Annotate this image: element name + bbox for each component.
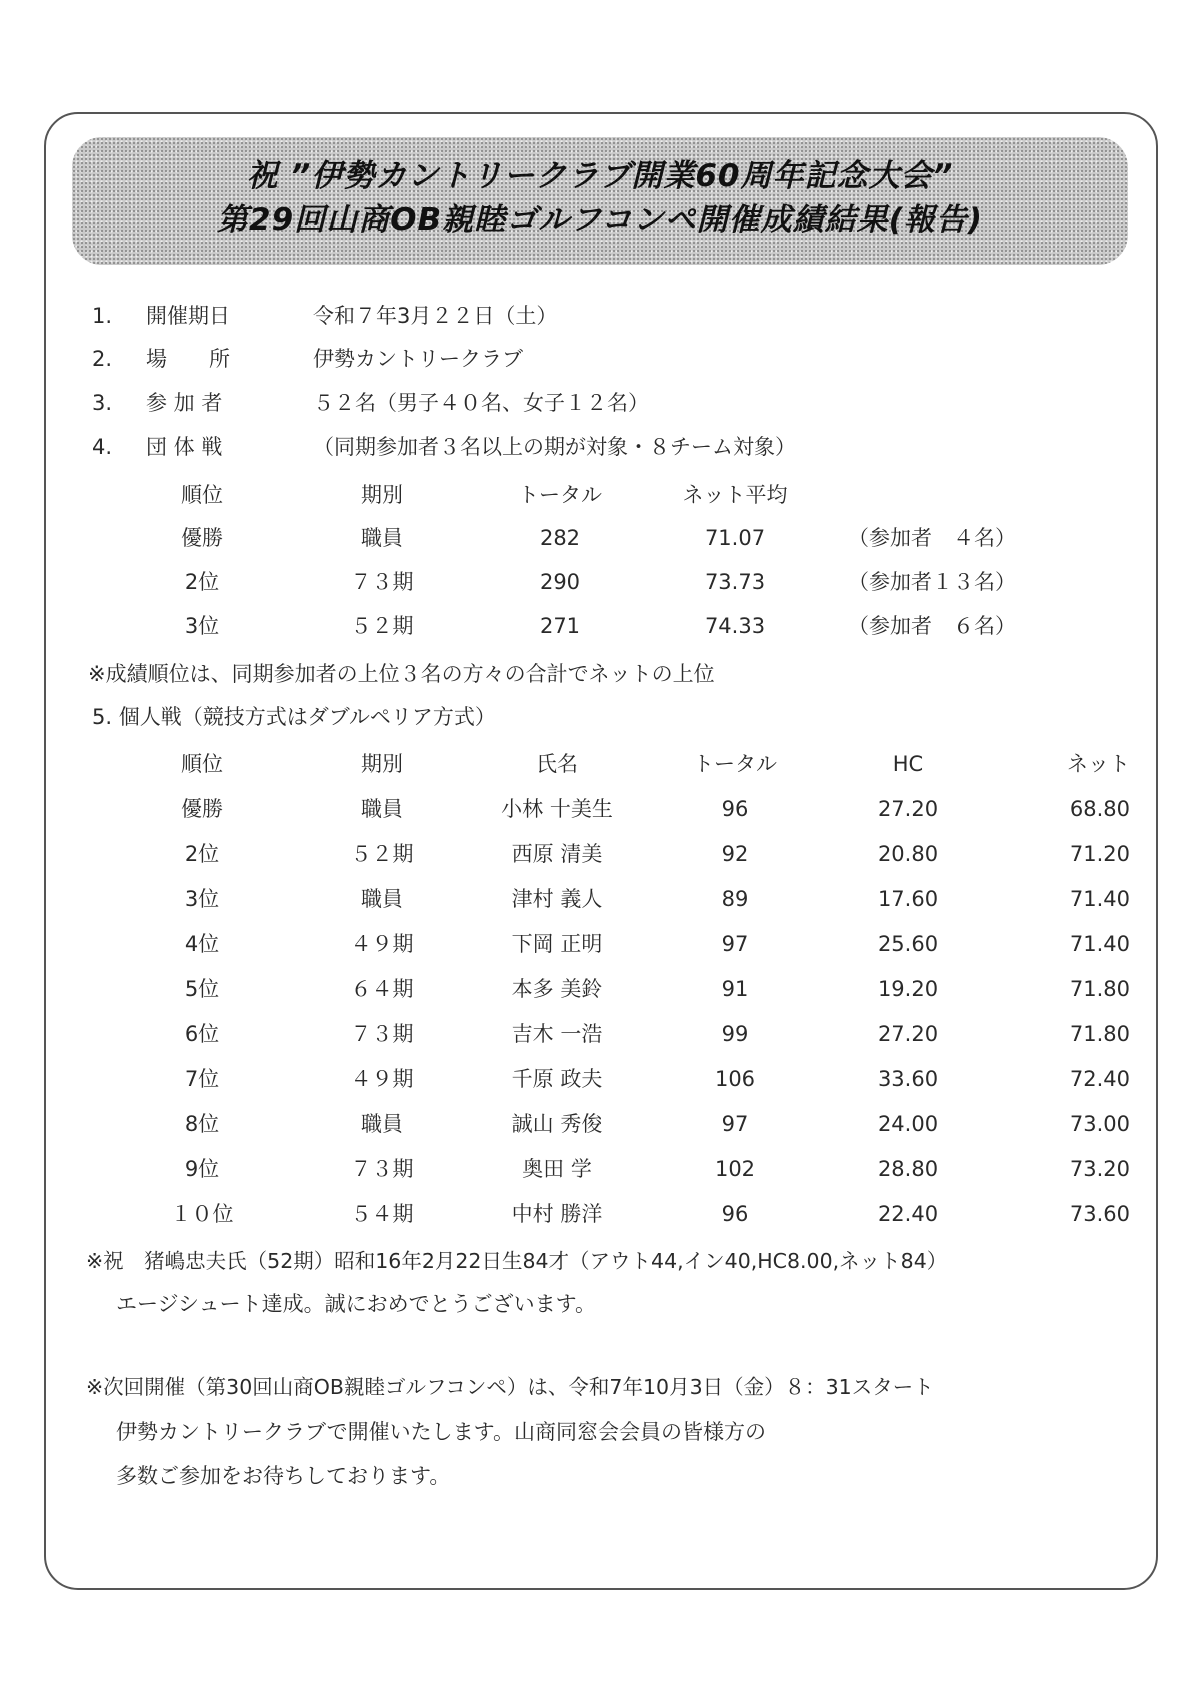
ind-total: 102 <box>714 1157 756 1181</box>
info-value: 令和７年3月２２日（土） <box>313 304 558 328</box>
ind-hc: 33.60 <box>877 1067 939 1091</box>
title-banner <box>72 137 1128 265</box>
ind-rank: 3位 <box>184 887 220 911</box>
team-net-avg: 73.73 <box>704 570 766 594</box>
ind-hc: 19.20 <box>877 977 939 1001</box>
ind-hc: 25.60 <box>877 932 939 956</box>
team-net-avg: 74.33 <box>704 614 766 638</box>
ind-hc: 27.20 <box>877 797 939 821</box>
ind-header-rank: 順位 <box>181 752 223 776</box>
info-number: 2. <box>92 347 113 371</box>
ind-term: 職員 <box>361 1112 403 1136</box>
ind-net: 68.80 <box>1069 797 1130 821</box>
next-event-line-2: 伊勢カントリークラブで開催いたします。山商同窓会会員の皆様方の <box>116 1420 766 1444</box>
ind-term: ７３期 <box>350 1022 414 1046</box>
team-total: 290 <box>539 570 581 594</box>
ind-net: 71.40 <box>1069 932 1130 956</box>
ind-hc: 24.00 <box>877 1112 939 1136</box>
congrats-line-2: エージシュート達成。誠におめでとうございます。 <box>116 1292 596 1316</box>
ind-term: ７３期 <box>350 1157 414 1181</box>
ind-net: 72.40 <box>1069 1067 1130 1091</box>
ind-net: 73.60 <box>1069 1202 1130 1226</box>
ind-hc: 28.80 <box>877 1157 939 1181</box>
team-total: 282 <box>539 526 581 550</box>
info-value: 伊勢カントリークラブ <box>313 347 523 371</box>
ind-header-term: 期別 <box>361 752 403 776</box>
ind-name: 小林 十美生 <box>501 797 613 821</box>
ind-header-hc: HC <box>892 752 924 776</box>
title-line-1: 祝 ”伊勢カントリークラブ開業60周年記念大会” <box>246 158 954 194</box>
team-term: 職員 <box>361 526 403 550</box>
ind-total: 96 <box>721 797 749 821</box>
ind-hc: 17.60 <box>877 887 939 911</box>
team-rank: 3位 <box>184 614 220 638</box>
ind-net: 71.20 <box>1069 842 1130 866</box>
team-term: ５２期 <box>350 614 414 638</box>
ind-name: 誠山 秀俊 <box>511 1112 603 1136</box>
team-header-net-avg: ネット平均 <box>682 483 788 507</box>
ind-total: 97 <box>721 932 749 956</box>
info-label: 団 体 戦 <box>146 435 223 459</box>
ind-rank: 5位 <box>184 977 220 1001</box>
ind-name: 津村 義人 <box>511 887 603 911</box>
team-rank: 優勝 <box>181 526 223 550</box>
ind-header-total: トータル <box>693 752 777 776</box>
ind-term: 職員 <box>361 887 403 911</box>
individual-heading: 5. 個人戦（競技方式はダブルペリア方式） <box>92 705 496 729</box>
team-rank: 2位 <box>184 570 220 594</box>
info-label: 参 加 者 <box>146 391 223 415</box>
team-note: （参加者 ６名） <box>848 614 1016 638</box>
ind-rank: 4位 <box>184 932 220 956</box>
ind-total: 99 <box>721 1022 749 1046</box>
congrats-line-1: ※祝 猪嶋忠夫氏（52期）昭和16年2月22日生84才（アウト44,イン40,HC8.00,ネット84） <box>86 1249 948 1273</box>
ind-term: ５４期 <box>350 1202 414 1226</box>
ind-hc: 27.20 <box>877 1022 939 1046</box>
ind-term: ６４期 <box>350 977 414 1001</box>
ind-total: 97 <box>721 1112 749 1136</box>
info-value: （同期参加者３名以上の期が対象・８チーム対象） <box>313 435 796 459</box>
team-header-term: 期別 <box>361 483 403 507</box>
ind-term: 職員 <box>361 797 403 821</box>
team-header-total: トータル <box>518 483 602 507</box>
ind-header-net: ネット <box>1067 752 1130 776</box>
ind-rank: 6位 <box>184 1022 220 1046</box>
ind-total: 96 <box>721 1202 749 1226</box>
ind-hc: 22.40 <box>877 1202 939 1226</box>
ind-net: 73.00 <box>1069 1112 1130 1136</box>
info-number: 3. <box>92 391 113 415</box>
ind-name: 吉木 一浩 <box>511 1022 603 1046</box>
ind-total: 89 <box>721 887 749 911</box>
team-net-avg: 71.07 <box>704 526 766 550</box>
ind-total: 91 <box>721 977 749 1001</box>
ind-header-name: 氏名 <box>536 752 578 776</box>
ind-name: 下岡 正明 <box>511 932 603 956</box>
ind-name: 千原 政夫 <box>511 1067 603 1091</box>
ind-rank: 8位 <box>184 1112 220 1136</box>
team-header-rank: 順位 <box>181 483 223 507</box>
next-event-line-1: ※次回開催（第30回山商OB親睦ゴルフコンペ）は、令和7年10月3日（金）８：31スタート <box>86 1375 934 1399</box>
ind-net: 71.80 <box>1069 1022 1130 1046</box>
team-total: 271 <box>539 614 581 638</box>
ind-net: 71.40 <box>1069 887 1130 911</box>
info-number: 1. <box>92 304 113 328</box>
ind-rank: １０位 <box>170 1202 234 1226</box>
ind-term: ４９期 <box>350 1067 414 1091</box>
info-number: 4. <box>92 435 113 459</box>
info-label: 場 所 <box>146 347 230 371</box>
info-label: 開催期日 <box>146 304 230 328</box>
ind-hc: 20.80 <box>877 842 939 866</box>
ind-name: 奥田 学 <box>522 1157 592 1181</box>
ind-term: ５２期 <box>350 842 414 866</box>
ind-rank: 9位 <box>184 1157 220 1181</box>
ind-net: 71.80 <box>1069 977 1130 1001</box>
ind-rank: 7位 <box>184 1067 220 1091</box>
next-event-line-3: 多数ご参加をお待ちしております。 <box>116 1464 451 1488</box>
ind-rank: 優勝 <box>181 797 223 821</box>
ind-name: 西原 清美 <box>511 842 603 866</box>
ind-name: 本多 美鈴 <box>511 977 603 1001</box>
ind-total: 92 <box>721 842 749 866</box>
ind-net: 73.20 <box>1069 1157 1130 1181</box>
team-term: ７３期 <box>350 570 414 594</box>
team-footnote: ※成績順位は、同期参加者の上位３名の方々の合計でネットの上位 <box>88 662 715 686</box>
ind-term: ４９期 <box>350 932 414 956</box>
ind-total: 106 <box>714 1067 756 1091</box>
team-note: （参加者１３名） <box>848 570 1016 594</box>
info-value: ５２名（男子４０名、女子１２名） <box>313 391 649 415</box>
title-line-2: 第29回山商OB親睦ゴルフコンペ開催成績結果(報告) <box>217 202 983 238</box>
team-note: （参加者 ４名） <box>848 526 1016 550</box>
ind-name: 中村 勝洋 <box>511 1202 603 1226</box>
ind-rank: 2位 <box>184 842 220 866</box>
